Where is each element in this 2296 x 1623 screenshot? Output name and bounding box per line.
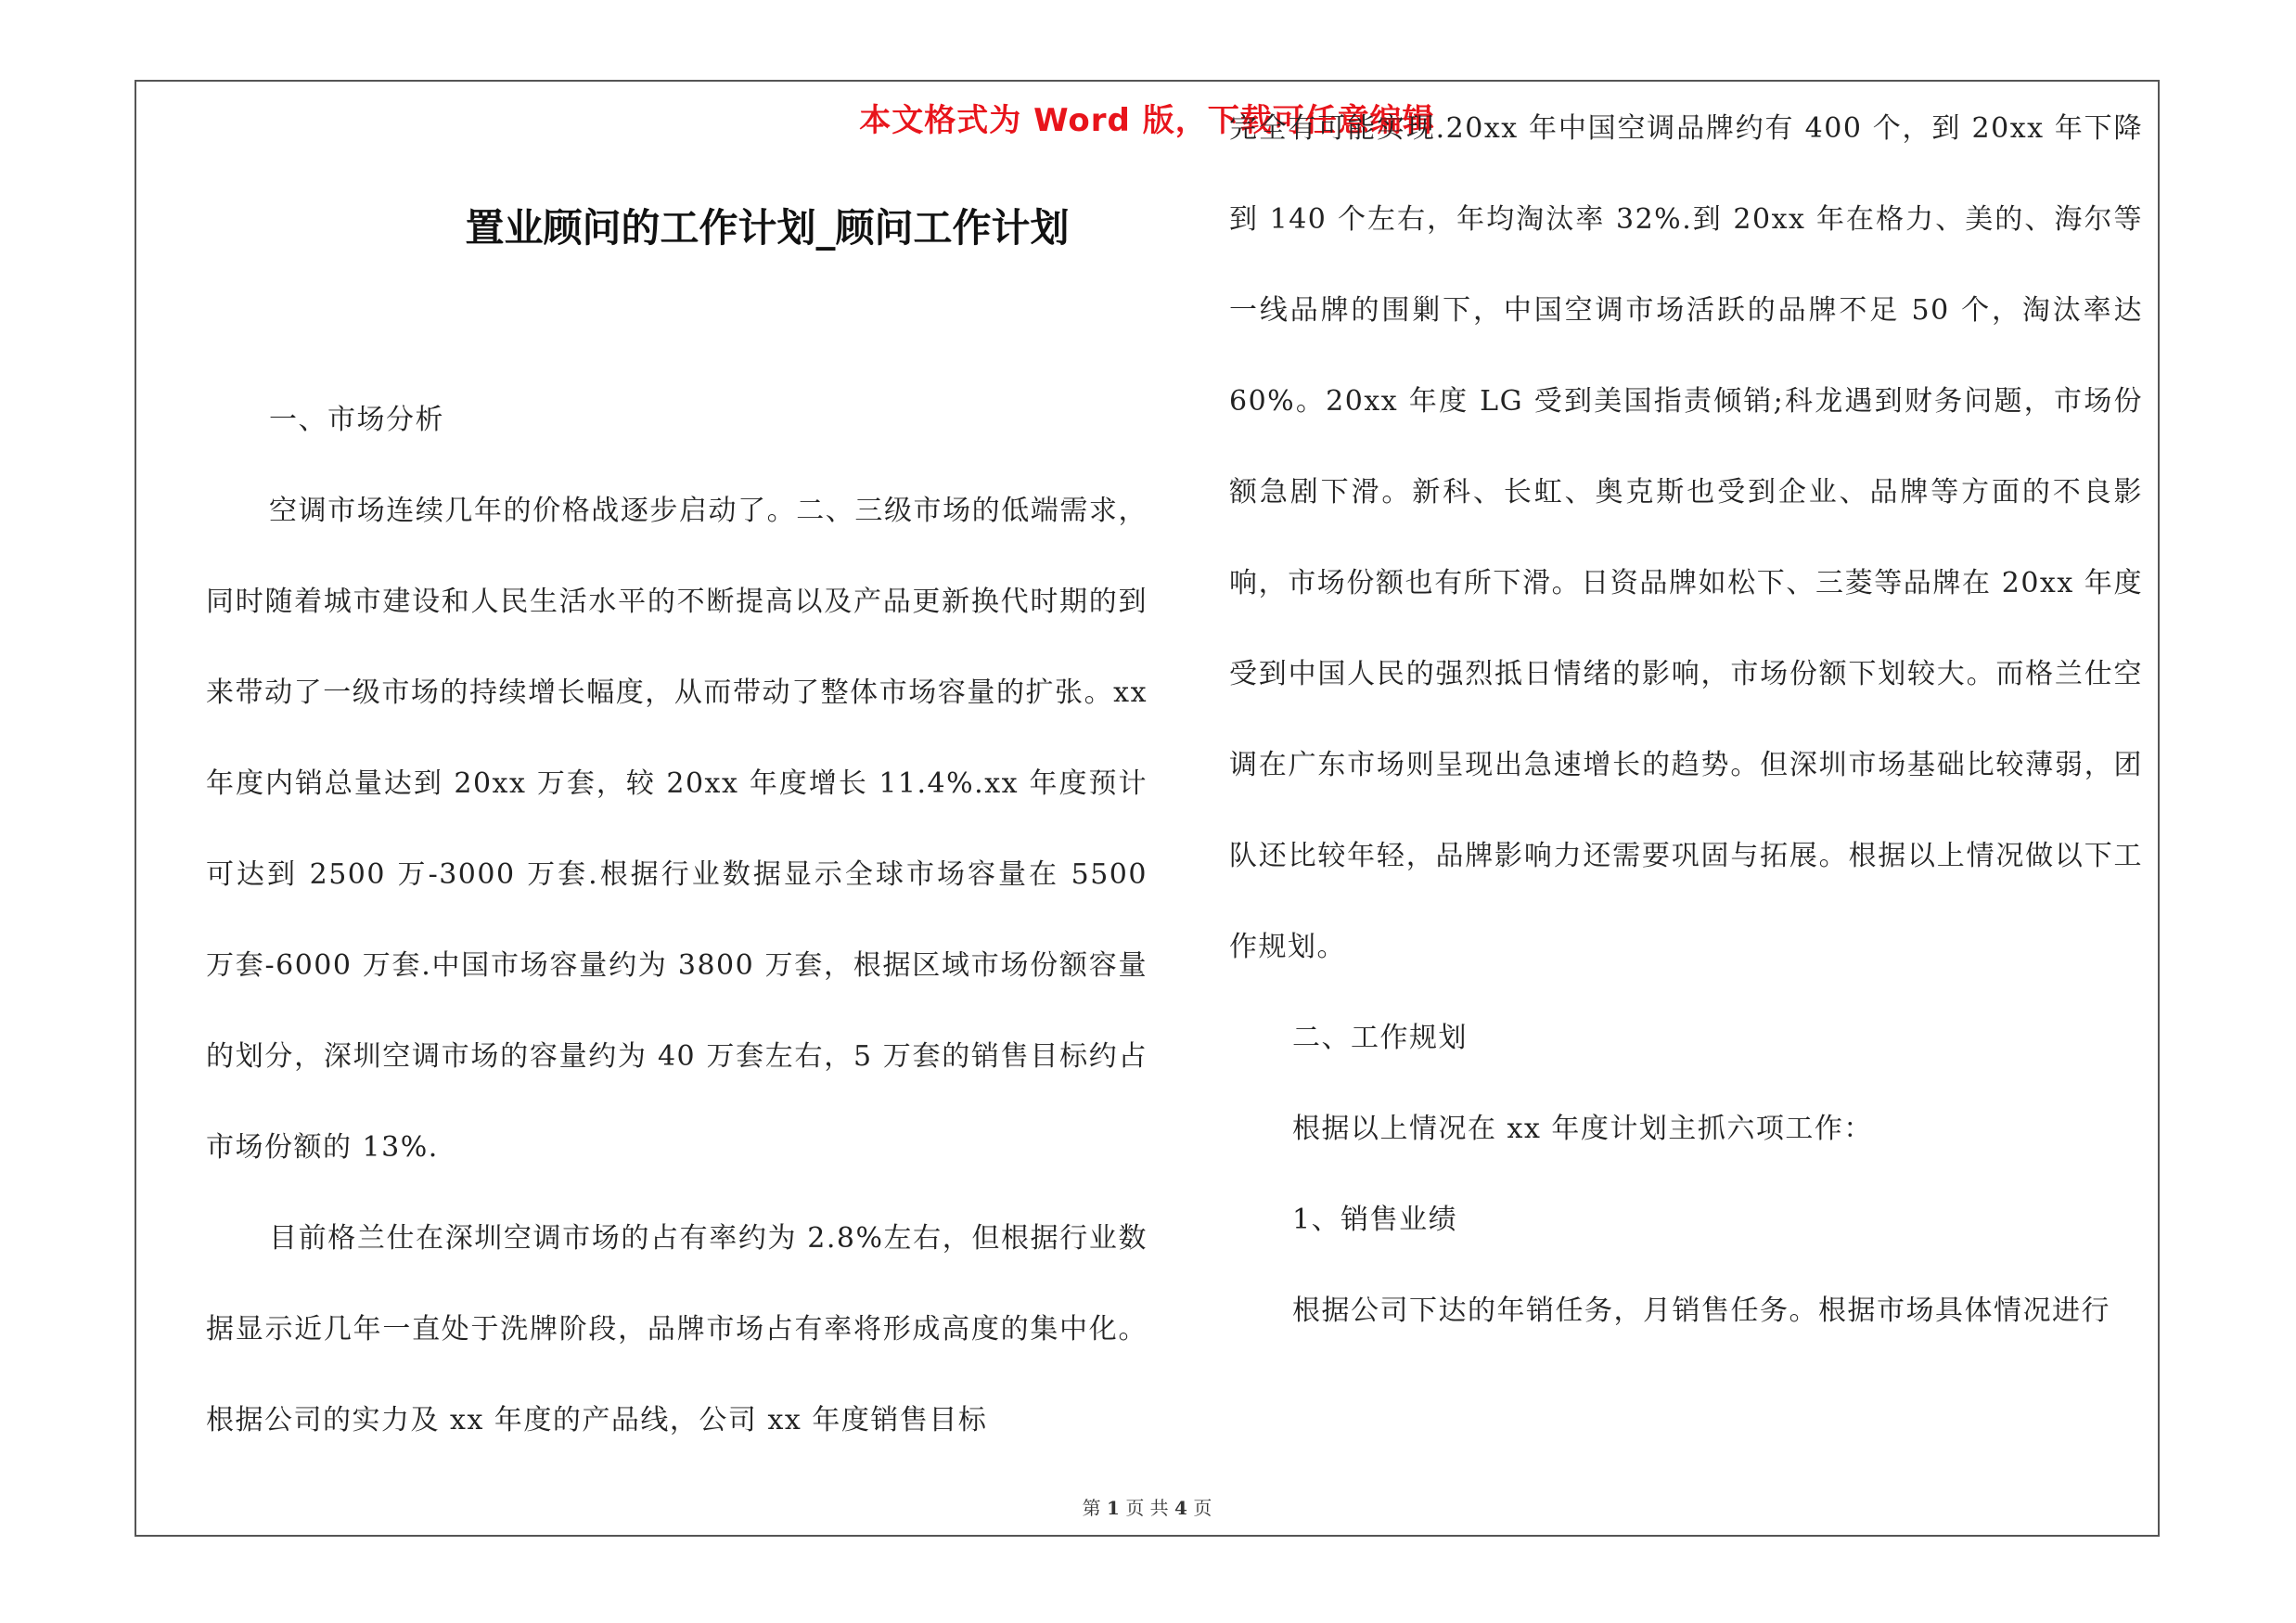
- paragraph: 根据公司下达的年销任务，月销售任务。根据市场具体情况进行: [1292, 1295, 2110, 1327]
- paragraph: 完全有可能实现.20xx 年中国空调品牌约有 400 个，到 20xx 年下降到 140 个左右，年均淘汰率 32%.到 20xx 年在格力、美的、海尔等一线品牌的围剿下，中国空调市场活跃的品牌不足 50 个，淘汰率达 60%。20xx 年度 LG 受到美国指责倾销;科龙遇到财务问题，市场份额急剧下滑。新科、长虹、奥克斯也受到企业、品牌等方面的不良影响，市场份额也有所下滑。日资品牌如松下、三菱等品牌在 20xx 年度受到中国人民的强烈抵日情绪的影响，市场份额下划较大。而格兰仕空调在广东市场则呈现出急速增长的趋势。但深圳市场基础比较薄弱，团队还比较年轻，品牌影响力还需要巩固与拓展。根据以上情况做以下工作规划。: [1229, 112, 2143, 963]
- page-frame: [135, 80, 2160, 1537]
- right-column: [1229, 84, 2143, 1357]
- footer-middle: 页 共: [1125, 1497, 1169, 1519]
- download-banner: 本文格式为 Word 版，下载可任意编辑: [859, 102, 1435, 139]
- subsection-heading-sales: 1、销售业绩: [1292, 1204, 1458, 1236]
- paragraph: 空调市场连续几年的价格战逐步启动了。二、三级市场的低端需求，同时随着城市建设和人民生活水平的不断提高以及产品更新换代时期的到来带动了一级市场的持续增长幅度，从而带动了整体市场容量的扩张。xx 年度内销总量达到 20xx 万套，较 20xx 年度增长 11.4%.xx 年度预计可达到 2500 万-3000 万套.根据行业数据显示全球市场容量在 5500 万套-6000 万套.中国市场容量约为 3800 万套，根据区域市场份额容量的划分，深圳空调市场的容量约为 40 万套左右，5 万套的销售目标约占市场份额的 13%.: [206, 495, 1148, 1164]
- page-footer: [136, 1493, 2158, 1520]
- current-page-number: 1: [1107, 1497, 1120, 1519]
- paragraph: 根据以上情况在 xx 年度计划主抓六项工作：: [1292, 1113, 1873, 1145]
- footer-suffix: 页: [1193, 1497, 1212, 1519]
- total-pages-number: 4: [1174, 1497, 1187, 1519]
- document-title: 置业顾问的工作计划_顾问工作计划: [465, 205, 1070, 251]
- footer-prefix: 第: [1082, 1497, 1101, 1519]
- paragraph: 目前格兰仕在深圳空调市场的占有率约为 2.8%左右，但根据行业数据显示近几年一直处于洗牌阶段，品牌市场占有率将形成高度的集中化。根据公司的实力及 xx 年度的产品线，公司 xx 年度销售目标: [206, 1222, 1148, 1436]
- section-heading-work-plan: 二、工作规划: [1292, 1022, 1468, 1054]
- left-column: [206, 375, 1148, 1466]
- section-heading-market-analysis: 一、市场分析: [269, 404, 444, 436]
